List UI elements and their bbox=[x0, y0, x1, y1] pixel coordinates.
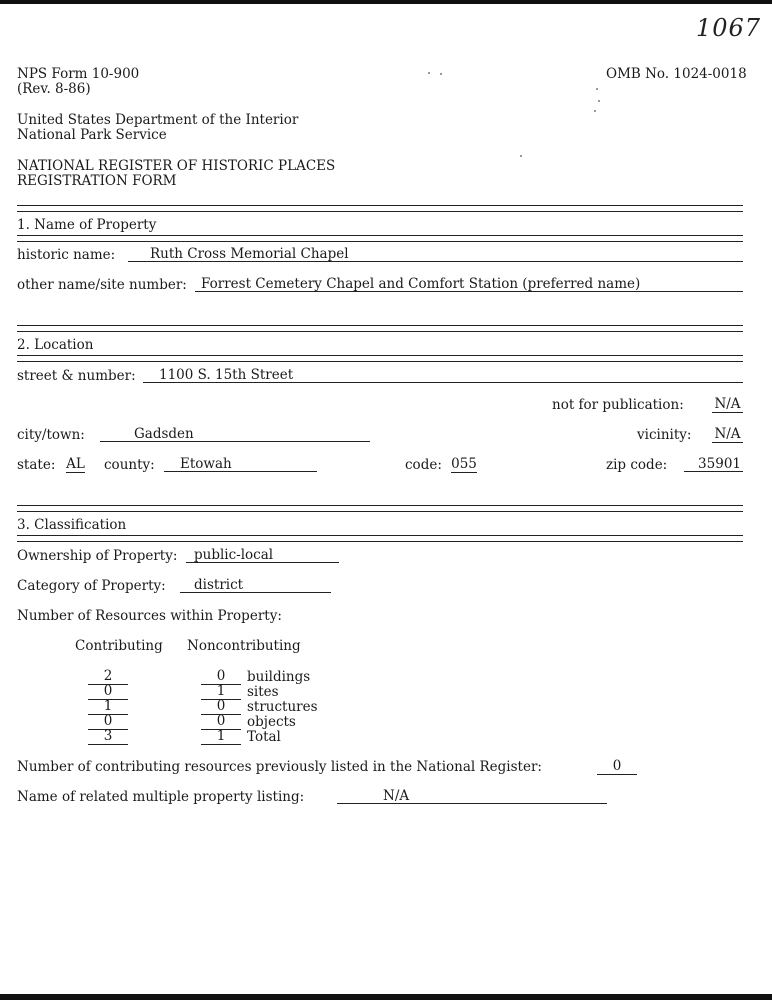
scan-speck bbox=[598, 100, 600, 102]
section-rule bbox=[17, 355, 743, 362]
section-rule bbox=[17, 205, 743, 212]
contributing-count: 3 bbox=[88, 729, 128, 745]
historic-name-value: Ruth Cross Memorial Chapel bbox=[128, 247, 743, 262]
resources-label: Number of Resources within Property: bbox=[17, 608, 282, 624]
omb-number: OMB No. 1024-0018 bbox=[606, 66, 747, 82]
zip-label: zip code: bbox=[606, 457, 668, 473]
contributing-count: 2 bbox=[88, 669, 128, 685]
county-label: county: bbox=[104, 457, 155, 473]
noncontributing-count: 0 bbox=[201, 699, 241, 715]
scan-speck bbox=[440, 73, 442, 75]
section-rule bbox=[17, 325, 743, 332]
ownership-value: public-local bbox=[186, 548, 339, 563]
state-value: AL bbox=[66, 456, 85, 472]
contributing-count: 0 bbox=[88, 714, 128, 730]
noncontributing-count: 1 bbox=[201, 684, 241, 700]
not-for-publication-label: not for publication: bbox=[552, 397, 684, 413]
city-value: Gadsden bbox=[100, 427, 370, 442]
street-label: street & number: bbox=[17, 368, 136, 384]
contributing-count: 0 bbox=[88, 684, 128, 700]
previously-listed-value: 0 bbox=[597, 759, 637, 775]
noncontributing-count: 0 bbox=[201, 669, 241, 685]
col-noncontributing: Noncontributing bbox=[187, 638, 301, 654]
category-label: Category of Property: bbox=[17, 578, 166, 594]
ownership-label: Ownership of Property: bbox=[17, 548, 178, 564]
noncontributing-count: 1 bbox=[201, 729, 241, 745]
street-value: 1100 S. 15th Street bbox=[143, 368, 743, 383]
county-value: Etowah bbox=[164, 457, 317, 472]
resource-type: objects bbox=[247, 714, 296, 730]
scan-border-bottom bbox=[0, 994, 772, 1000]
resource-type: structures bbox=[247, 699, 318, 715]
resource-type: Total bbox=[247, 729, 281, 745]
scan-border-top bbox=[0, 0, 772, 4]
form-title: NATIONAL REGISTER OF HISTORIC PLACES bbox=[17, 158, 336, 174]
scan-speck bbox=[520, 155, 522, 157]
section1-heading: 1. Name of Property bbox=[17, 217, 157, 233]
other-name-value: Forrest Cemetery Chapel and Comfort Station (preferred name) bbox=[195, 277, 743, 292]
section2-heading: 2. Location bbox=[17, 337, 94, 353]
section-rule bbox=[17, 235, 743, 242]
code-value: 055 bbox=[451, 456, 477, 472]
form-number: NPS Form 10-900 bbox=[17, 66, 140, 82]
handwritten-number: 1067 bbox=[696, 14, 762, 42]
not-for-publication-value: N/A bbox=[712, 397, 743, 413]
multiple-listing-value: N/A bbox=[337, 789, 607, 804]
previously-listed-label: Number of contributing resources previously listed in the National Register: bbox=[17, 759, 542, 775]
resource-type: buildings bbox=[247, 669, 311, 685]
form-revision: (Rev. 8-86) bbox=[17, 81, 91, 97]
section-rule bbox=[17, 535, 743, 542]
other-name-label: other name/site number: bbox=[17, 277, 187, 293]
resource-type: sites bbox=[247, 684, 279, 700]
historic-name-label: historic name: bbox=[17, 247, 116, 263]
form-subtitle: REGISTRATION FORM bbox=[17, 173, 177, 189]
vicinity-value: N/A bbox=[712, 427, 743, 443]
state-label: state: bbox=[17, 457, 56, 473]
section-rule bbox=[17, 505, 743, 512]
scan-speck bbox=[428, 72, 430, 74]
code-label: code: bbox=[405, 457, 442, 473]
section3-heading: 3. Classification bbox=[17, 517, 127, 533]
service: National Park Service bbox=[17, 127, 167, 143]
category-value: district bbox=[180, 578, 331, 593]
city-label: city/town: bbox=[17, 427, 85, 443]
col-contributing: Contributing bbox=[75, 638, 163, 654]
contributing-count: 1 bbox=[88, 699, 128, 715]
department: United States Department of the Interior bbox=[17, 112, 299, 128]
multiple-listing-label: Name of related multiple property listing: bbox=[17, 789, 305, 805]
scan-speck bbox=[594, 110, 596, 112]
noncontributing-count: 0 bbox=[201, 714, 241, 730]
vicinity-label: vicinity: bbox=[637, 427, 692, 443]
scan-speck bbox=[596, 88, 598, 90]
zip-value: 35901 bbox=[684, 457, 743, 472]
